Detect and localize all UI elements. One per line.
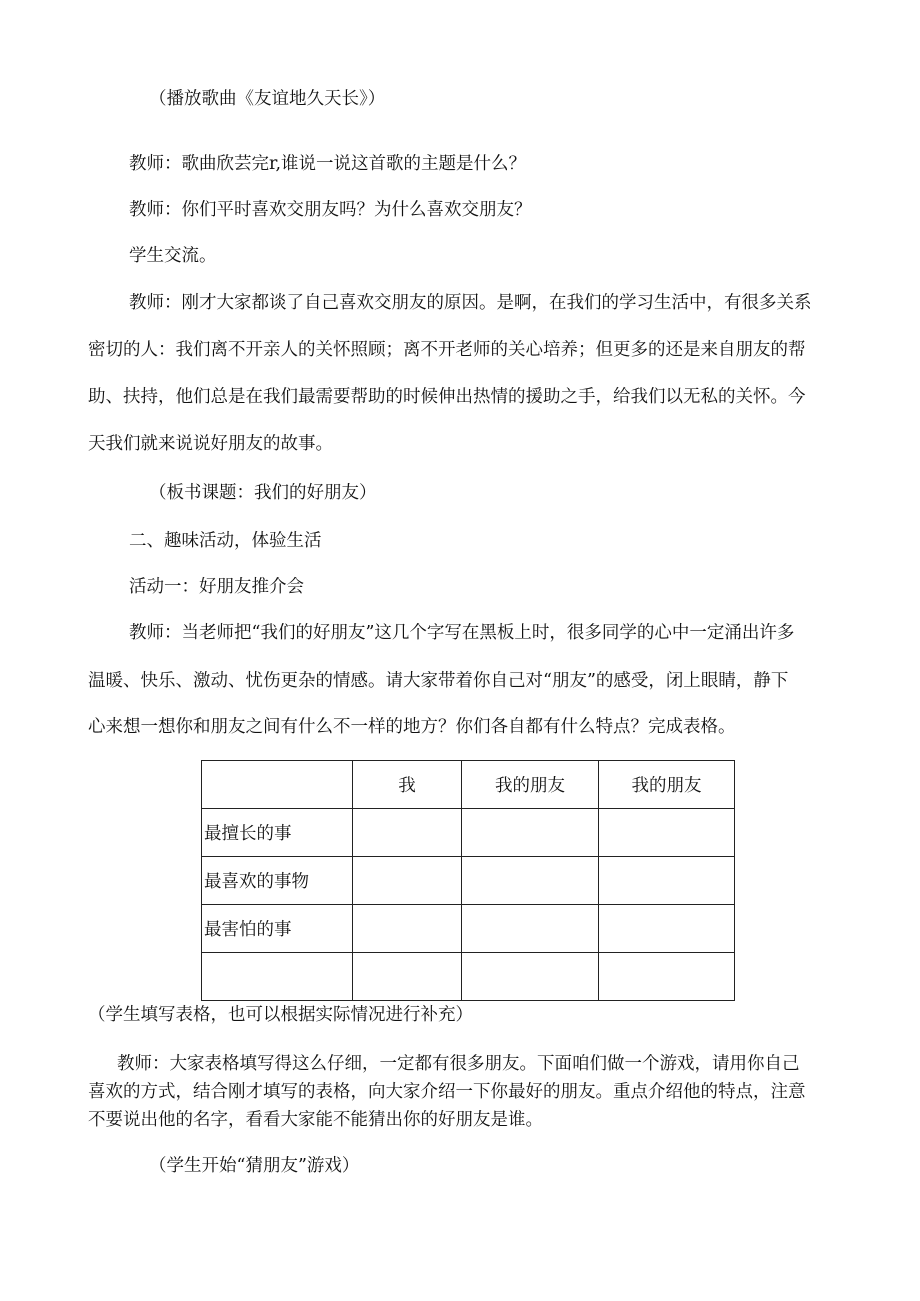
- table-row: [202, 953, 735, 1001]
- teacher-intro-line-3: 助、扶持，他们总是在我们最需要帮助的时候伸出热情的援助之手，给我们以无私的关怀。今: [88, 387, 806, 407]
- table-row: [202, 809, 735, 857]
- stage-direction-song: （播放歌曲《友谊地久天长》）: [149, 89, 386, 109]
- table-header-cell: [202, 761, 353, 809]
- teacher-activity-line-3: 心来想一想你和朋友之间有什么不一样的地方？你们各自都有什么特点？完成表格。: [88, 717, 736, 737]
- table-cell[interactable]: [599, 809, 735, 857]
- friend-comparison-table: [201, 760, 735, 1001]
- table-header-row: [202, 761, 735, 809]
- table-header-cell: 我的朋友: [462, 761, 599, 809]
- teacher-question-song-theme: 教师：歌曲欣芸完r,谁说一说这首歌的主题是什么？: [129, 154, 527, 174]
- table-cell[interactable]: [462, 953, 599, 1001]
- table-cell[interactable]: [353, 905, 462, 953]
- table-cell[interactable]: [599, 953, 735, 1001]
- student-discussion: 学生交流。: [129, 246, 217, 266]
- teacher-activity-line-1: 教师：当老师把“我们的好朋友”这几个字写在黑板上时，很多同学的心中一定涌出许多: [129, 623, 795, 643]
- section-heading-2: 二、趣味活动，体验生活: [129, 531, 322, 551]
- table-header-cell: 我的朋友: [599, 761, 735, 809]
- table-cell[interactable]: [462, 857, 599, 905]
- table-row-label: [202, 953, 353, 1001]
- table-row-label: 最喜欢的事物: [202, 857, 353, 905]
- table-row: [202, 857, 735, 905]
- teacher-game-line-1: 教师：大家表格填写得这么仔细，一定都有很多朋友。下面咱们做一个游戏，请用你自己: [117, 1054, 800, 1074]
- board-title-note: （板书课题：我们的好朋友）: [149, 483, 377, 503]
- table-cell[interactable]: [353, 809, 462, 857]
- table-header-cell: 我: [353, 761, 462, 809]
- table-row-label: 最害怕的事: [202, 905, 353, 953]
- teacher-intro-line-4: 天我们就来说说好朋友的故事。: [88, 434, 333, 454]
- teacher-intro-line-1: 教师：刚才大家都谈了自己喜欢交朋友的原因。是啊，在我们的学习生活中，有很多关系: [129, 293, 812, 313]
- teacher-question-friends: 教师：你们平时喜欢交朋友吗？为什么喜欢交朋友？: [129, 200, 532, 220]
- table-cell[interactable]: [599, 857, 735, 905]
- table-row: [202, 905, 735, 953]
- table-cell[interactable]: [353, 953, 462, 1001]
- table-cell[interactable]: [462, 905, 599, 953]
- table-row-label: 最擅长的事: [202, 809, 353, 857]
- teacher-game-line-3: 不要说出他的名字，看看大家能不能猜出你的好朋友是谁。: [88, 1110, 543, 1130]
- teacher-intro-line-2: 密切的人：我们离不开亲人的关怀照顾；离不开老师的关心培养；但更多的还是来自朋友的帮: [88, 340, 806, 360]
- table-fill-note: （学生填写表格，也可以根据实际情况进行补充）: [88, 1005, 473, 1025]
- teacher-game-line-2: 喜欢的方式，结合刚才填写的表格，向大家介绍一下你最好的朋友。重点介绍他的特点，注意: [88, 1082, 806, 1102]
- table-cell[interactable]: [462, 809, 599, 857]
- activity-heading-1: 活动一：好朋友推介会: [129, 577, 304, 597]
- table-cell[interactable]: [599, 905, 735, 953]
- game-start-note: （学生开始“猜朋友”游戏）: [149, 1156, 360, 1176]
- teacher-activity-line-2: 温暖、快乐、激动、忧伤更杂的情感。请大家带着你自己对“朋友”的感受，闭上眼睛，静下: [88, 671, 789, 691]
- table-cell[interactable]: [353, 857, 462, 905]
